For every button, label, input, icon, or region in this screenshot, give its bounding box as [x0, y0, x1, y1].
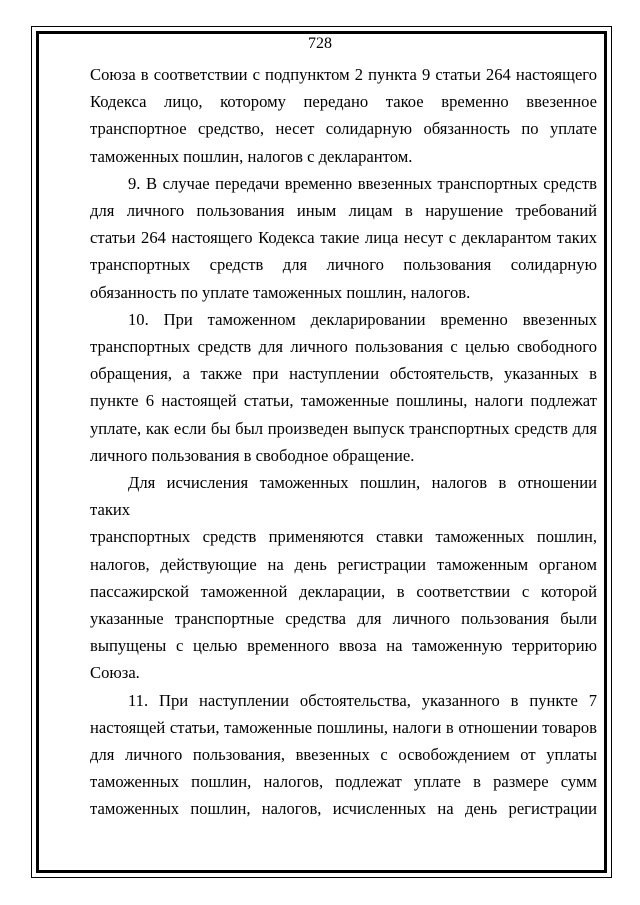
text-line: Кодекса лицо, которому передано такое временно ввезенное: [90, 92, 597, 112]
paragraph-item-10: [90, 306, 597, 469]
text-line: пункте 6 настоящей статьи, таможенные пошлины, налоги подлежат: [90, 391, 597, 411]
text-line: транспортных средств для личного пользования с целью свободного: [90, 337, 597, 357]
text-line: обращения, а также при наступлении обстоятельств, указанных в: [90, 364, 597, 384]
text-line: таможенных пошлин, налогов, подлежат уплате в размере сумм: [90, 772, 597, 792]
text-line: транспортное средство, несет солидарную обязанность по уплате: [90, 119, 597, 139]
text-line: личного пользования в свободное обращение.: [90, 445, 415, 465]
text-line: таможенных пошлин, налогов, исчисленных на день регистрации: [90, 799, 597, 819]
text-line: 11. При наступлении обстоятельства, указанного в пункте 7: [128, 690, 597, 710]
text-line: 9. В случае передачи временно ввезенных транспортных средств: [128, 173, 597, 193]
text-line: для личного пользования иным лицам в нарушение требований: [90, 201, 597, 221]
text-line: статьи 264 настоящего Кодекса такие лица несут с декларантом таких: [90, 228, 597, 248]
paragraph-item-9: [90, 170, 597, 306]
text-line: для личного пользования, ввезенных с освобождением от уплаты: [90, 745, 597, 765]
paragraph-item-11: [90, 687, 597, 823]
text-line: налогов, действующие на день регистрации таможенным органом: [90, 554, 597, 574]
text-line: таможенных пошлин, налогов с декларантом.: [90, 146, 413, 166]
paragraph-rates: [90, 469, 597, 687]
text-line: Союза в соответствии с подпунктом 2 пункта 9 статьи 264 настоящего: [90, 65, 597, 84]
text-line: транспортных средств для личного пользования солидарную: [90, 255, 597, 275]
paragraph-continuation: [90, 61, 597, 170]
text-line: обязанность по уплате таможенных пошлин, налогов.: [90, 282, 471, 302]
text-line: транспортных средств применяются ставки таможенных пошлин,: [90, 527, 597, 547]
text-line: Для исчисления таможенных пошлин, налогов в отношении таких: [90, 473, 597, 520]
page-number: 728: [308, 35, 332, 52]
text-line: указанные транспортные средства для личного пользования были: [90, 609, 597, 629]
text-line: 10. При таможенном декларировании временно ввезенных: [128, 309, 597, 329]
text-line: выпущены с целью временного ввоза на таможенную территорию: [90, 636, 597, 656]
text-line: настоящей статьи, таможенные пошлины, налоги в отношении товаров: [90, 717, 597, 737]
text-line: уплате, как если бы был произведен выпуск транспортных средств для: [90, 418, 597, 438]
text-line: пассажирской таможенной декларации, в соответствии с которой: [90, 581, 597, 601]
text-line: Союза.: [90, 663, 140, 683]
document-body: [90, 61, 597, 823]
